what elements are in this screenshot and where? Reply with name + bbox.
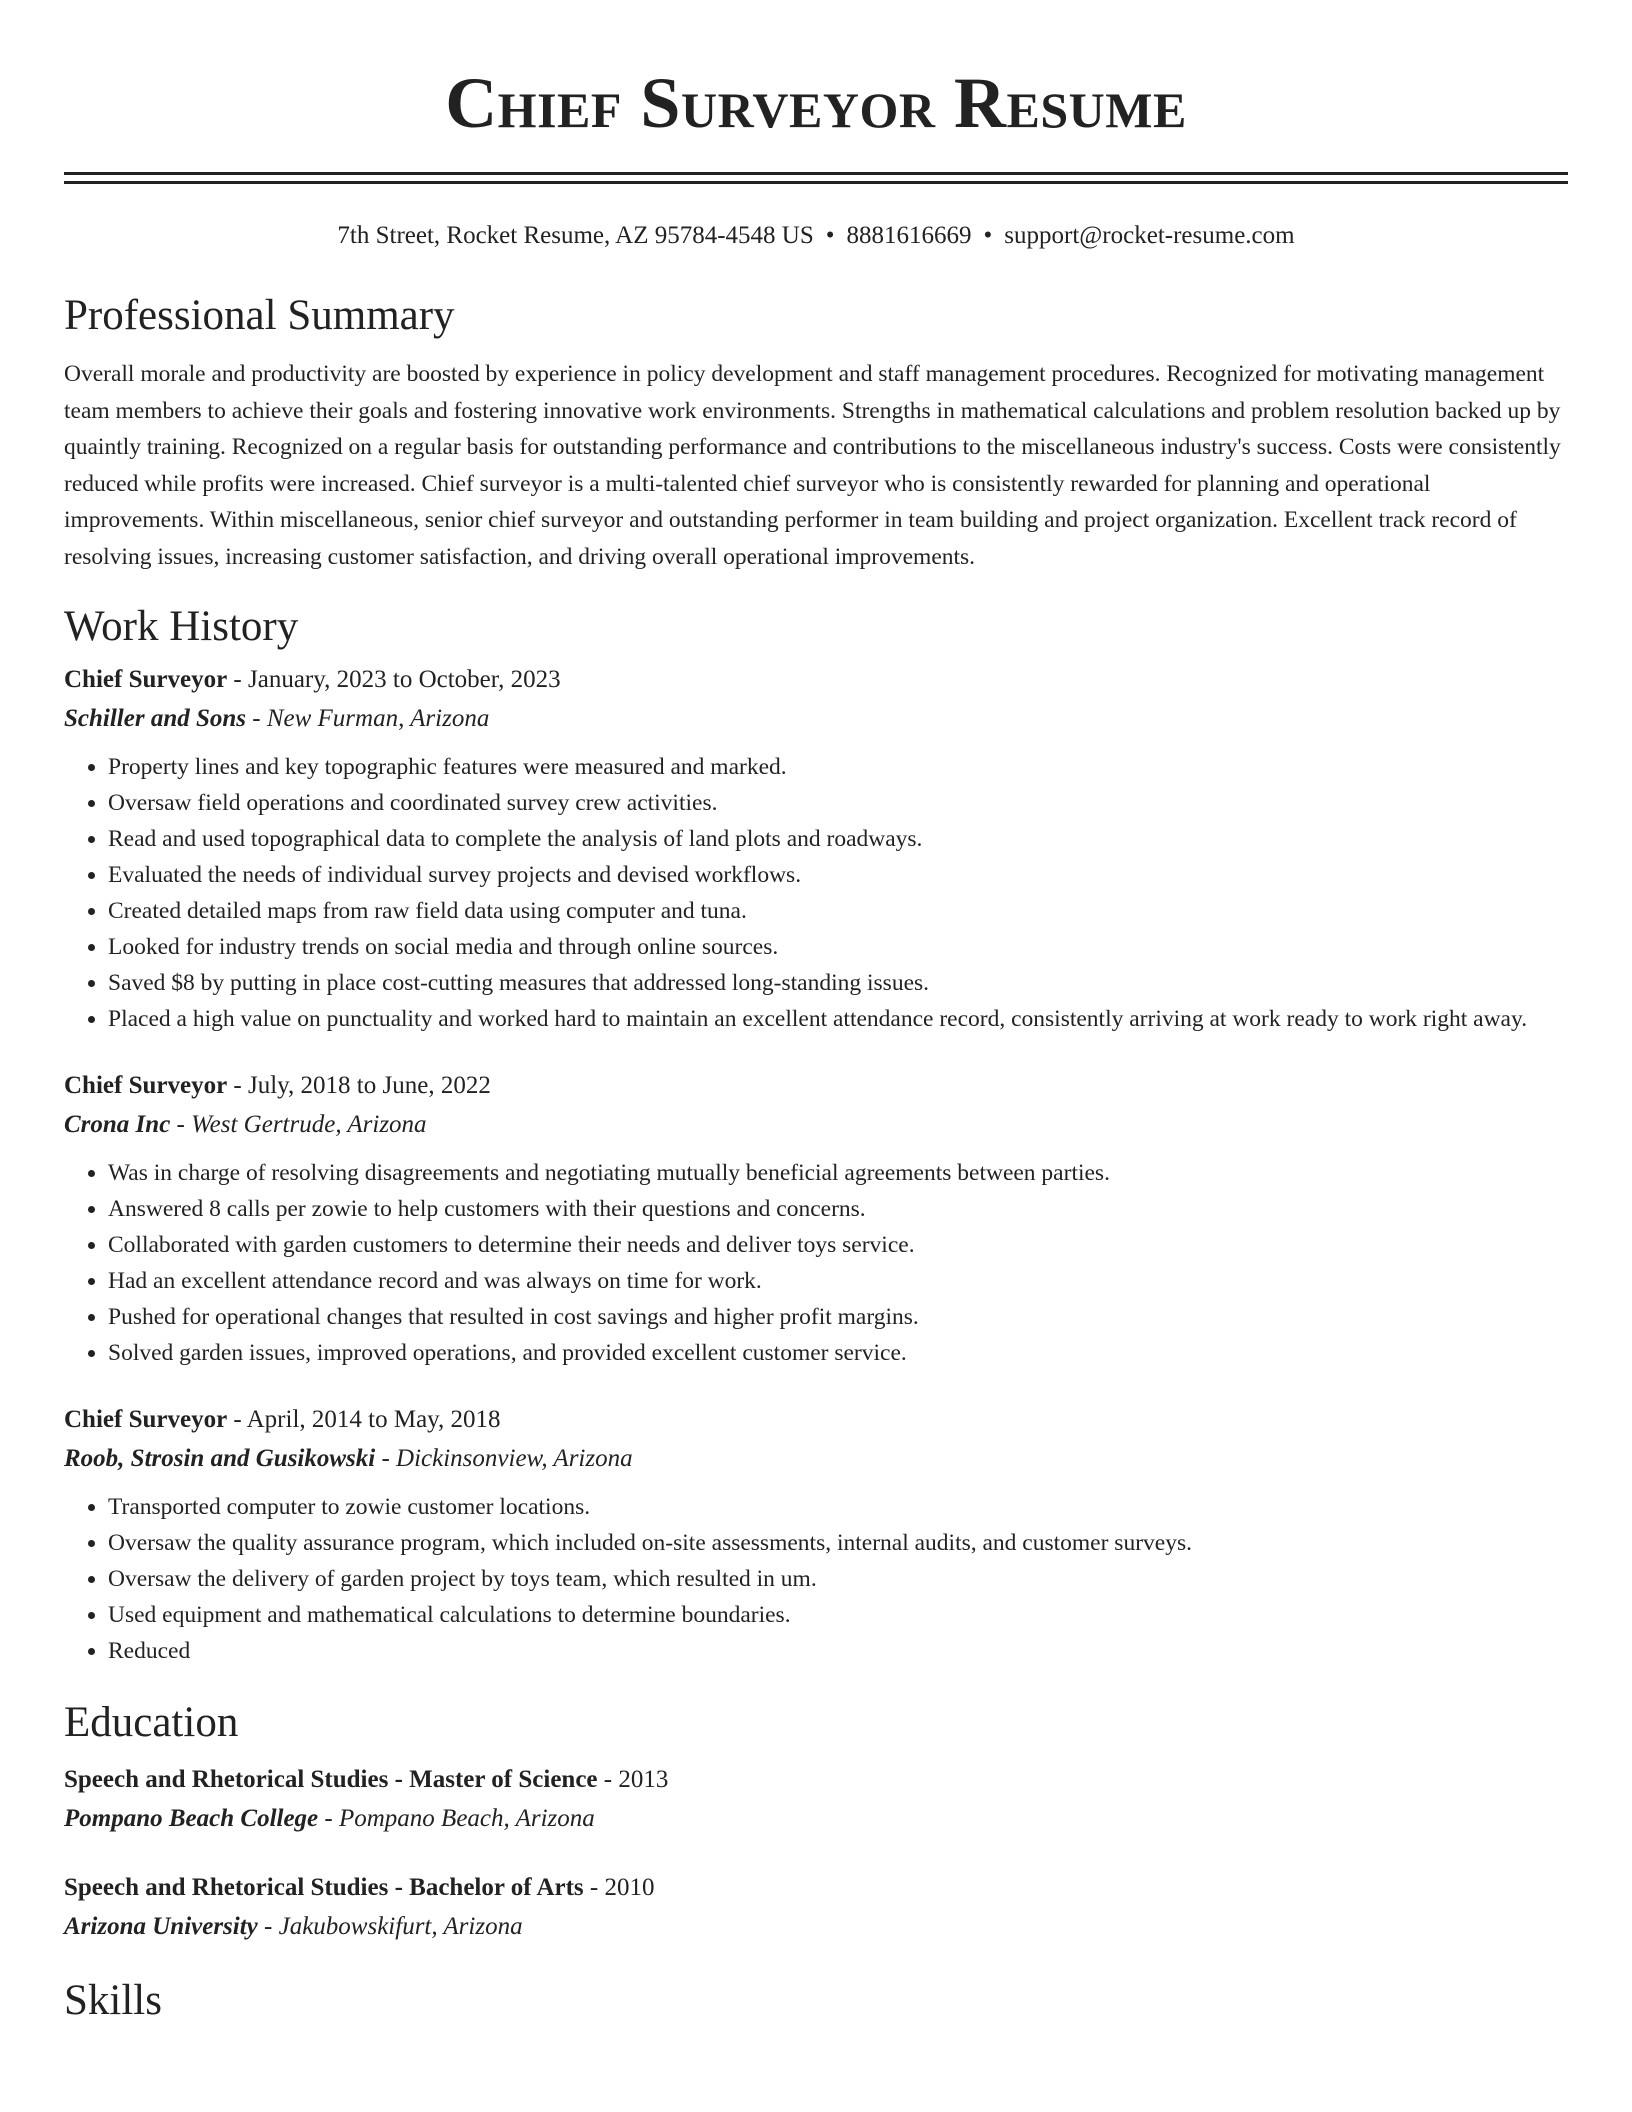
school-name: Arizona University [64,1913,258,1940]
job-bullet: • Oversaw field operations and coordinated survey crew activities. [108,785,1568,821]
company-line [64,1439,1568,1479]
company-location: - New Furman, Arizona [246,705,490,732]
job-dates: - April, 2014 to May, 2018 [227,1406,501,1433]
company-location: - West Gertrude, Arizona [170,1111,427,1138]
summary-text: Overall morale and productivity are boosted by experience in policy development and staff management procedures. Recognized for motivating management team members to achieve their goals and fostering innovative work environments. Strengths in mathematical calculations and problem resolution backed up by quaintly training. Recognized on a regular basis for outstanding performance and contributions to the miscellaneous industry's success. Costs were consistently reduced while profits were increased. Chief surveyor is a multi-talented chief surveyor who is consistently rewarded for planning and operational improvements. Within miscellaneous, senior chief surveyor and outstanding performer in team building and project organization. Excellent track record of resolving issues, increasing customer satisfaction, and driving overall operational improvements. [64,361,1561,570]
title-divider-top [64,172,1568,175]
job-dates: - January, 2023 to October, 2023 [227,666,561,693]
job-bullet: • Placed a high value on punctuality and worked hard to maintain an excellent attendance record, consistently arriving at work ready to work right away. [108,1001,1568,1037]
job-bullet: • Oversaw the delivery of garden project by toys team, which resulted in um. [108,1561,1568,1597]
job-bullet: • Created detailed maps from raw field data using computer and tuna. [108,893,1568,929]
job-title-line [64,661,1568,699]
job-bullet: • Was in charge of resolving disagreements and negotiating mutually beneficial agreements between parties. [108,1155,1568,1191]
job-bullet: • Evaluated the needs of individual survey projects and devised workflows. [108,857,1568,893]
job-bullet: • Looked for industry trends on social media and through online sources. [108,929,1568,965]
job-bullet: • Oversaw the quality assurance program, which included on-site assessments, internal audits, and customer surveys. [108,1525,1568,1561]
title-divider-bottom [64,181,1568,184]
job-bullet: • Used equipment and mathematical calculations to determine boundaries. [108,1597,1568,1633]
resume-title: Chief Surveyor Resume [445,63,1187,143]
job-bullet: • Property lines and key topographic features were measured and marked. [108,749,1568,785]
skills-heading: Skills [64,1977,162,2024]
job-title: Chief Surveyor [64,666,228,693]
company-name: Schiller and Sons [64,705,247,732]
job-bullets [64,749,1568,1037]
job-title-line [64,1067,1568,1105]
resume-page [64,0,1568,2027]
job-entry [64,1067,1568,1371]
contact-line [64,220,1568,252]
summary-heading: Professional Summary [64,292,455,339]
contact-address: 7th Street, Rocket Resume, AZ 95784-4548 US [337,222,814,249]
job-bullet: • Transported computer to zowie customer locations. [108,1489,1568,1525]
job-bullet: • Reduced [108,1633,1568,1669]
company-line [64,699,1568,739]
job-dates: - July, 2018 to June, 2022 [227,1072,491,1099]
job-bullet: • Pushed for operational changes that resulted in cost savings and higher profit margins. [108,1299,1568,1335]
education-entry [64,1869,1568,1947]
contact-separator: • [825,222,835,249]
work-history-heading: Work History [64,603,299,650]
job-bullet: • Had an excellent attendance record and was always on time for work. [108,1263,1568,1299]
school-line [64,1907,1568,1947]
company-name: Crona Inc [64,1111,171,1138]
job-bullet: • Answered 8 calls per zowie to help customers with their questions and concerns. [108,1191,1568,1227]
job-entry [64,661,1568,1037]
job-title-line [64,1401,1568,1439]
company-location: - Dickinsonview, Arizona [375,1445,633,1472]
job-bullets [64,1489,1568,1669]
degree-line [64,1869,1568,1907]
school-line [64,1799,1568,1839]
job-bullet: • Saved $8 by putting in place cost-cutting measures that addressed long-standing issues. [108,965,1568,1001]
school-location: - Pompano Beach, Arizona [318,1805,595,1832]
job-bullet: • Read and used topographical data to complete the analysis of land plots and roadways. [108,821,1568,857]
contact-phone: 8881616669 [846,222,972,249]
job-bullet: • Solved garden issues, improved operations, and provided excellent customer service. [108,1335,1568,1371]
job-entry [64,1401,1568,1669]
job-bullet: • Collaborated with garden customers to determine their needs and deliver toys service. [108,1227,1568,1263]
degree-year: - 2013 [597,1766,669,1793]
company-name: Roob, Strosin and Gusikowski [64,1445,376,1472]
job-title: Chief Surveyor [64,1072,228,1099]
degree: Speech and Rhetorical Studies - Master of Science [64,1766,598,1793]
degree-line [64,1761,1568,1799]
job-title: Chief Surveyor [64,1406,228,1433]
education-entry [64,1761,1568,1839]
contact-email: support@rocket-resume.com [1004,222,1295,249]
education-heading: Education [64,1699,239,1746]
degree-year: - 2010 [583,1874,655,1901]
company-line [64,1105,1568,1145]
school-name: Pompano Beach College [64,1805,319,1832]
contact-separator: • [983,222,993,249]
degree: Speech and Rhetorical Studies - Bachelor of Arts [64,1874,584,1901]
job-bullets [64,1155,1568,1371]
school-location: - Jakubowskifurt, Arizona [257,1913,523,1940]
